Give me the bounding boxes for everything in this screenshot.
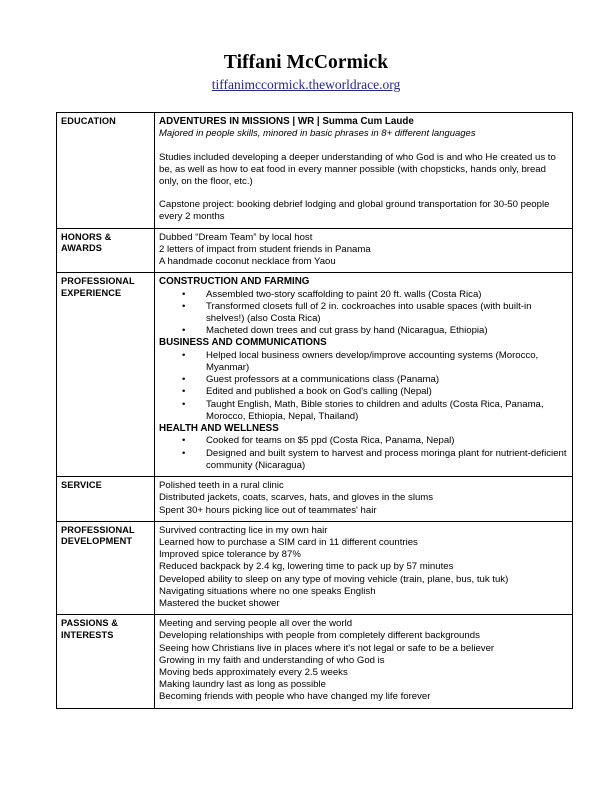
- education-paragraph-1: Studies included developing a deeper understanding of who God is and who He created us to be, as well as how to eat food in every manner possible (with chopsticks, hands only, bread only, on the floor, etc.): [159, 151, 556, 188]
- section-label-passions-line-2: INTERESTS: [61, 629, 114, 640]
- section-content-education: [155, 113, 573, 229]
- list-item: [159, 289, 568, 301]
- bullet-icon: •: [182, 325, 186, 337]
- list-item: Spent 30+ hours picking lice out of teammates' hair: [159, 504, 377, 516]
- list-item: Polished teeth in a rural clinic: [159, 480, 284, 492]
- list-item: Developed ability to sleep on any type of moving vehicle (train, plane, bus, tuk tuk): [159, 573, 509, 585]
- list-item: [159, 399, 568, 423]
- list-item: [159, 448, 568, 472]
- list-item-label: Edited and published a book on God's calling (Nepal): [206, 386, 432, 398]
- bullet-icon: •: [182, 374, 186, 386]
- bullet-icon: •: [182, 435, 186, 447]
- list-item: Meeting and serving people all over the world: [159, 618, 353, 630]
- list-item: Distributed jackets, coats, scarves, hats, and gloves in the slums: [159, 492, 434, 504]
- section-label-passions-line-1: PASSIONS &: [61, 618, 118, 629]
- table-row-honors: [57, 228, 573, 273]
- section-label-development-line-1: PROFESSIONAL: [61, 524, 135, 535]
- bullet-icon: •: [182, 300, 186, 312]
- list-item: [159, 386, 568, 398]
- table-row-education: [57, 113, 573, 229]
- list-item: Survived contracting lice in my own hair: [159, 524, 328, 536]
- resume-header: [0, 52, 612, 94]
- list-item: [159, 350, 568, 374]
- list-item-label: Taught English, Math, Bible stories to children and adults (Costa Rica, Panama, Morocco, Ethiopia, Nepal, Thailand): [206, 398, 544, 422]
- bullet-icon: •: [182, 447, 186, 459]
- section-label-honors: [57, 228, 155, 273]
- experience-bullet-list: [159, 289, 568, 338]
- section-label-experience-line-2: EXPERIENCE: [61, 287, 122, 298]
- list-item: A handmade coconut necklace from Yaou: [159, 256, 336, 268]
- list-item: Growing in my faith and understanding of who God is: [159, 654, 385, 666]
- section-content-passions: [155, 615, 573, 708]
- section-label-education: EDUCATION: [57, 113, 155, 229]
- list-item-label: Macheted down trees and cut grass by hand (Nicaragua, Ethiopia): [206, 325, 488, 337]
- table-row-passions: [57, 615, 573, 708]
- section-content-service: [155, 477, 573, 522]
- experience-group-heading: BUSINESS AND COMMUNICATIONS: [159, 337, 327, 349]
- section-content-development: [155, 521, 573, 614]
- list-item-label: Cooked for teams on $5 ppd (Costa Rica, Panama, Nepal): [206, 435, 455, 447]
- list-item: Improved spice tolerance by 87%: [159, 549, 301, 561]
- section-label-experience-line-1: PROFESSIONAL: [61, 276, 135, 287]
- website-link[interactable]: tiffanimccormick.theworldrace.org: [211, 77, 401, 92]
- list-item: Dubbed “Dream Team” by local host: [159, 231, 313, 243]
- list-item: Developing relationships with people from completely different backgrounds: [159, 630, 480, 642]
- list-item: [159, 325, 568, 337]
- education-subtitle: Majored in people skills, minored in basic phrases in 8+ different languages: [159, 128, 476, 140]
- list-item: Moving beds approximately every 2.5 weeks: [159, 666, 348, 678]
- section-label-passions: [57, 615, 155, 708]
- table-row-development: [57, 521, 573, 614]
- page-title: Tiffani McCormick: [223, 52, 389, 73]
- experience-group-heading: CONSTRUCTION AND FARMING: [159, 276, 310, 288]
- section-label-service: SERVICE: [57, 477, 155, 522]
- list-item: Seeing how Christians live in places where it's not legal or safe to be a believer: [159, 642, 495, 654]
- list-item-label: Transformed closets full of 2 in. cockroaches into usable spaces (with built-in shelves!) (also Costa Rica): [206, 300, 532, 325]
- list-item: 2 letters of impact from student friends in Panama: [159, 243, 371, 255]
- section-label-experience: [57, 273, 155, 477]
- section-content-experience: [155, 273, 573, 477]
- list-item: [159, 374, 568, 386]
- experience-group-heading: HEALTH AND WELLNESS: [159, 423, 279, 435]
- list-item: [159, 301, 568, 325]
- list-item: Becoming friends with people who have changed my life forever: [159, 691, 431, 703]
- table-row-service: [57, 477, 573, 522]
- list-item: Navigating situations where no one speaks English: [159, 585, 376, 597]
- list-item: [159, 435, 568, 447]
- list-item: Learned how to purchase a SIM card in 11 different countries: [159, 536, 418, 548]
- list-item-label: Assembled two-story scaffolding to paint 20 ft. walls (Costa Rica): [206, 288, 482, 300]
- bullet-icon: •: [182, 398, 186, 410]
- experience-bullet-list: [159, 350, 568, 423]
- education-spacer-2: [159, 188, 568, 199]
- section-label-development-line-2: DEVELOPMENT: [61, 536, 133, 547]
- resume-table: [56, 112, 573, 709]
- section-content-honors: [155, 228, 573, 273]
- list-item: Making laundry last as long as possible: [159, 679, 326, 691]
- experience-bullet-list: [159, 435, 568, 472]
- bullet-icon: •: [182, 349, 186, 361]
- education-heading: ADVENTURES IN MISSIONS | WR | Summa Cum Laude: [159, 116, 414, 127]
- bullet-icon: •: [182, 288, 186, 300]
- table-row-experience: [57, 273, 573, 477]
- list-item: Reduced backpack by 2.4 kg, lowering time to pack up by 57 minutes: [159, 561, 454, 573]
- education-spacer-1: [159, 141, 568, 152]
- education-paragraph-2: Capstone project: booking debrief lodging and global ground transportation for 30-50 people every 2 months: [159, 199, 550, 223]
- section-label-honors-line-1: HONORS &: [61, 231, 112, 242]
- list-item-label: Guest professors at a communications class (Panama): [206, 374, 440, 386]
- section-label-honors-line-2: AWARDS: [61, 243, 102, 254]
- list-item-label: Helped local business owners develop/improve accounting systems (Morocco, Myanmar): [206, 349, 539, 374]
- bullet-icon: •: [182, 386, 186, 398]
- section-label-development: [57, 521, 155, 614]
- list-item: Mastered the bucket shower: [159, 597, 280, 609]
- list-item-label: Designed and built system to harvest and process moringa plant for nutrient-deficient community (Nicaragua): [206, 447, 567, 471]
